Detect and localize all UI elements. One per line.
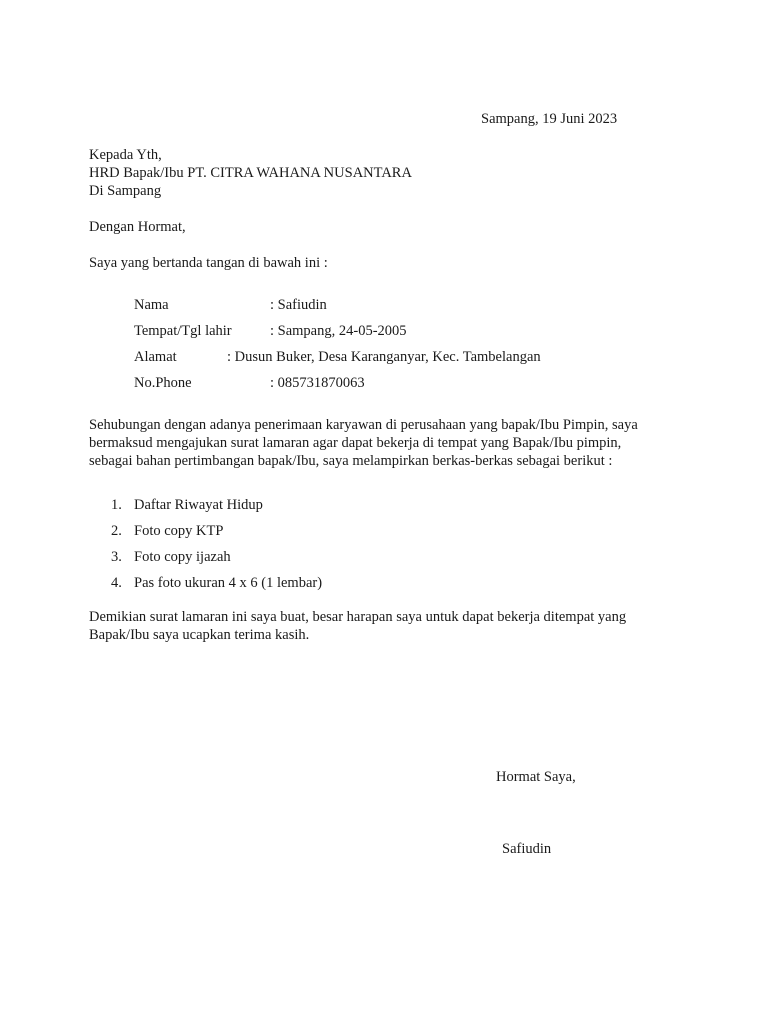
list-text: Daftar Riwayat Hidup	[134, 497, 263, 513]
field-phone	[134, 374, 365, 392]
list-item	[111, 496, 322, 522]
field-value: : Safiudin	[270, 297, 327, 313]
field-name	[134, 296, 327, 314]
list-item	[111, 548, 322, 574]
body-paragraph	[89, 416, 669, 470]
field-birth	[134, 322, 407, 340]
signature-name: Safiudin	[502, 841, 552, 857]
recipient-line: Di Sampang	[89, 183, 162, 199]
list-number: 1.	[111, 497, 122, 513]
recipient-block	[89, 146, 412, 200]
salutation: Dengan Hormat,	[89, 219, 186, 235]
list-item	[111, 574, 322, 600]
list-number: 4.	[111, 575, 122, 591]
recipient-line: Kepada Yth,	[89, 147, 162, 163]
list-item	[111, 522, 322, 548]
list-text: Foto copy ijazah	[134, 549, 231, 565]
paragraph-line: Sehubungan dengan adanya penerimaan karyawan di perusahaan yang bapak/Ibu Pimpin, saya	[89, 417, 638, 433]
letter-date: Sampang, 19 Juni 2023	[481, 111, 618, 127]
field-value: : 085731870063	[270, 375, 365, 391]
field-label: Nama	[134, 297, 169, 313]
field-value: : Sampang, 24-05-2005	[270, 323, 407, 339]
paragraph-line: bermaksud mengajukan surat lamaran agar dapat bekerja di tempat yang Bapak/Ibu pimpin,	[89, 435, 622, 451]
attachment-list	[111, 496, 322, 600]
recipient-line: HRD Bapak/Ibu PT. CITRA WAHANA NUSANTARA	[89, 165, 412, 181]
paragraph-line: Demikian surat lamaran ini saya buat, besar harapan saya untuk dapat bekerja ditempat yang	[89, 609, 627, 625]
field-value: : Dusun Buker, Desa Karanganyar, Kec. Tambelangan	[227, 349, 541, 365]
paragraph-line: Bapak/Ibu saya ucapkan terima kasih.	[89, 627, 310, 643]
list-text: Foto copy KTP	[134, 523, 224, 539]
field-label: Tempat/Tgl lahir	[134, 323, 232, 339]
field-address	[134, 348, 541, 366]
paragraph-line: sebagai bahan pertimbangan bapak/Ibu, saya melampirkan berkas-berkas sebagai berikut :	[89, 453, 613, 469]
list-text: Pas foto ukuran 4 x 6 (1 lembar)	[134, 575, 323, 591]
list-number: 2.	[111, 523, 122, 539]
intro-text: Saya yang bertanda tangan di bawah ini :	[89, 255, 328, 271]
closing-paragraph	[89, 608, 669, 644]
field-label: No.Phone	[134, 375, 192, 391]
field-label: Alamat	[134, 349, 177, 365]
list-number: 3.	[111, 549, 122, 565]
closing-text: Hormat Saya,	[496, 769, 576, 785]
